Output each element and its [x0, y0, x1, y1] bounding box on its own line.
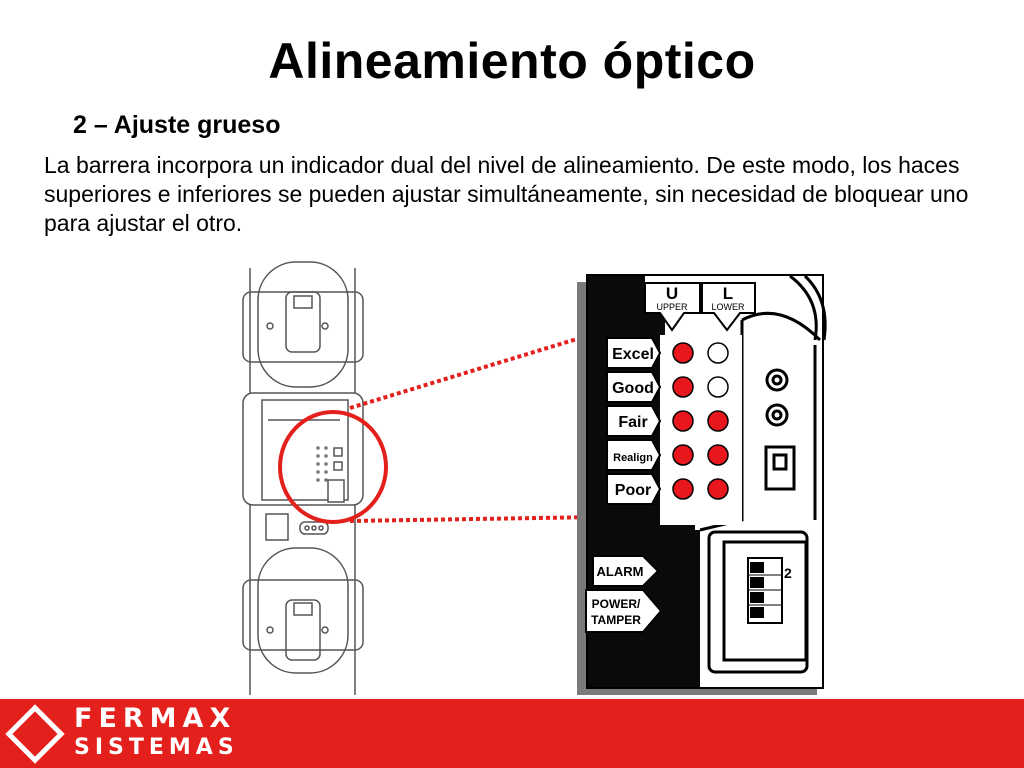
upper-led-fair [673, 411, 693, 431]
level-tag-good [607, 372, 660, 402]
level-tag-realign [607, 440, 660, 470]
level-label: Good [612, 380, 654, 397]
level-label: Excel [612, 346, 654, 363]
fermax-logo-icon [5, 704, 64, 763]
upper-led-excel [673, 343, 693, 363]
alarm-label: ALARM [596, 564, 644, 579]
upper-led-poor [673, 479, 693, 499]
level-label: Fair [618, 414, 648, 431]
slide-subtitle: 2 – Ajuste grueso [73, 111, 281, 139]
tamper-label: TAMPER [591, 613, 641, 627]
brand-name: FERMAX [74, 703, 237, 734]
upper-label: UPPER [656, 302, 688, 312]
lower-led-fair [708, 411, 728, 431]
level-tag-fair [607, 406, 660, 436]
lower-letter: L [722, 284, 734, 303]
level-tag-poor [607, 474, 660, 504]
slide-title: Alineamiento óptico [268, 33, 756, 89]
slide-body-text: La barrera incorpora un indicador dual del nivel de alineamiento. De este modo, los haces superiores e inferiores se pueden ajustar simultáneamente, sin necesidad de bloquear uno para ajustar el otro. [44, 152, 969, 236]
alarm-tag [593, 556, 658, 586]
connector-line-bottom [350, 517, 600, 521]
lower-label: LOWER [711, 302, 745, 312]
dip-switch-number: 2 [784, 565, 792, 581]
lower-led-good [708, 377, 728, 397]
level-label: Realign [613, 452, 653, 464]
level-label: Poor [614, 482, 652, 499]
indicator-panel-zoom [577, 275, 825, 695]
lower-led-excel [708, 343, 728, 363]
upper-letter: U [665, 284, 679, 303]
brand-subtitle: SISTEMAS [74, 735, 239, 760]
footer-bar [0, 699, 1024, 768]
upper-led-realign [673, 445, 693, 465]
power-label: POWER/ [591, 597, 641, 611]
level-tag-excel [607, 338, 660, 368]
connector-line-top [350, 328, 613, 408]
lower-led-poor [708, 479, 728, 499]
barrier-device-drawing [243, 262, 363, 695]
lower-led-realign [708, 445, 728, 465]
upper-led-good [673, 377, 693, 397]
